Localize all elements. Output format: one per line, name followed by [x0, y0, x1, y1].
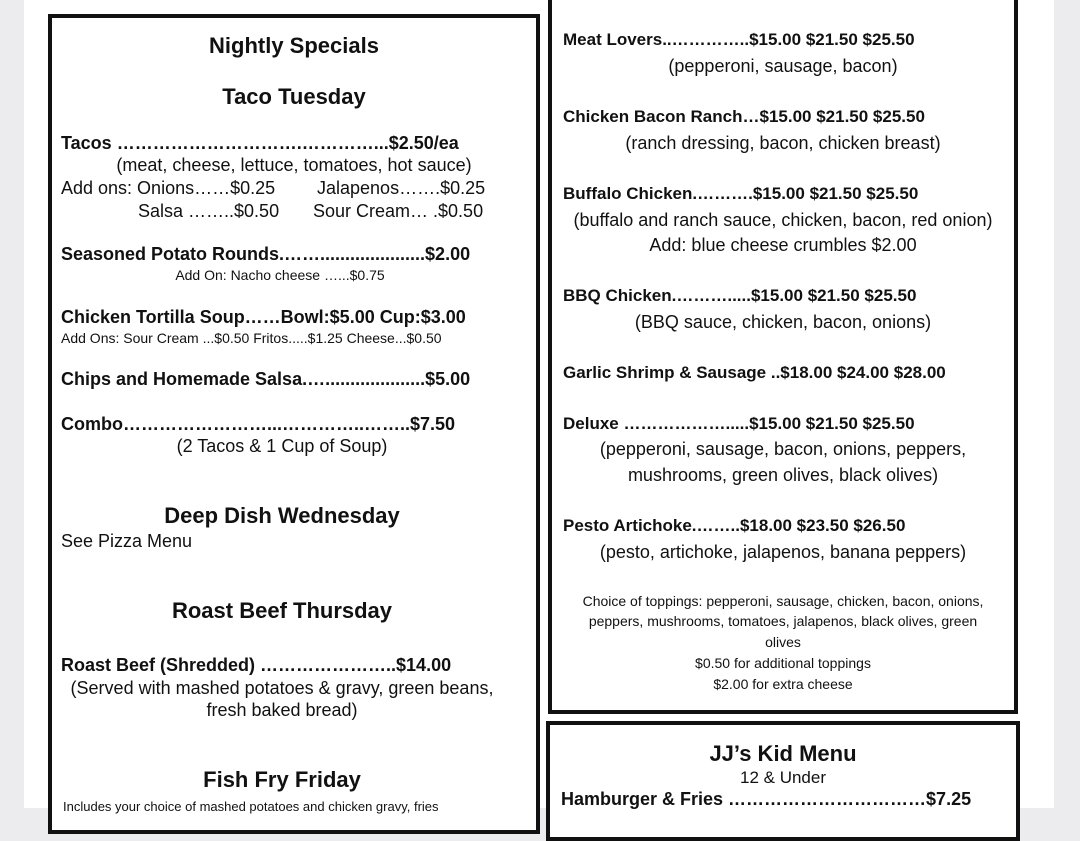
potato-rounds-addon: Add On: Nacho cheese …...$0.75: [175, 267, 385, 283]
tacos-addon-sour-cream: Sour Cream… .$0.50: [313, 201, 484, 221]
pizza-item-garlic-shrimp: Garlic Shrimp & Sausage ..$18.00 $24.00 $28.00: [563, 363, 946, 382]
roast-beef-heading: Roast Beef Thursday: [171, 598, 393, 623]
combo-line: Combo……………………...…………..……..$7.50: [61, 414, 456, 434]
toppings-line-2: peppers, mushrooms, tomatoes, jalapenos, black olives, green: [588, 613, 978, 629]
tortilla-soup-line: Chicken Tortilla Soup……Bowl:$5.00 Cup:$3.00: [61, 307, 466, 327]
tacos-line: Tacos ………………………….…………...$2.50/ea: [61, 133, 459, 153]
tortilla-soup-addons: Add Ons: Sour Cream ...$0.50 Fritos.....$1.25 Cheese...$0.50: [61, 330, 442, 346]
pizza-item-chicken-bacon-ranch-desc: (ranch dressing, bacon, chicken breast): [625, 133, 941, 153]
tacos-addon-salsa: Salsa ……..$0.50: [138, 201, 280, 221]
potato-rounds-line: Seasoned Potato Rounds.…….....................$2.00: [61, 244, 471, 264]
pizza-item-meat-lovers-desc: (pepperoni, sausage, bacon): [668, 56, 898, 76]
combo-description: (2 Tacos & 1 Cup of Soup): [176, 436, 388, 456]
toppings-line-1: Choice of toppings: pepperoni, sausage, chicken, bacon, onions,: [582, 593, 984, 609]
deep-dish-heading: Deep Dish Wednesday: [164, 503, 400, 528]
pizza-panel: [548, 0, 1018, 714]
roast-beef-description-1: (Served with mashed potatoes & gravy, green beans,: [70, 678, 494, 698]
pizza-item-buffalo-chicken-addon: Add: blue cheese crumbles $2.00: [649, 235, 917, 255]
nightly-specials-panel: [48, 14, 540, 834]
fish-fry-description: Includes your choice of mashed potatoes and chicken gravy, fries: [63, 799, 439, 814]
deep-dish-note: See Pizza Menu: [61, 531, 193, 551]
kid-menu-subtitle: 12 & Under: [740, 768, 826, 787]
pizza-item-pesto-artichoke-desc: (pesto, artichoke, jalapenos, banana peppers): [599, 542, 967, 562]
kid-menu-panel: [546, 721, 1020, 841]
pizza-item-buffalo-chicken-desc: (buffalo and ranch sauce, chicken, bacon, red onion): [573, 210, 993, 230]
tacos-addon-jalapenos: Jalapenos…….$0.25: [317, 178, 486, 198]
pizza-item-deluxe: Deluxe ……………….....$15.00 $21.50 $25.50: [563, 414, 915, 433]
pizza-item-bbq-chicken-desc: (BBQ sauce, chicken, bacon, onions): [634, 312, 932, 332]
extra-cheese-price: $2.00 for extra cheese: [713, 676, 853, 692]
kid-menu-title: JJ’s Kid Menu: [709, 741, 857, 766]
menu-page: [24, 0, 1054, 814]
kid-menu-hamburger-fries: Hamburger & Fries ……………………………$7.25: [561, 789, 972, 809]
nightly-specials-title: Nightly Specials: [209, 33, 379, 58]
pizza-item-buffalo-chicken: Buffalo Chicken.……….$15.00 $21.50 $25.50: [563, 184, 919, 203]
pizza-item-meat-lovers: Meat Lovers..…………..$15.00 $21.50 $25.50: [563, 30, 915, 49]
pizza-item-chicken-bacon-ranch: Chicken Bacon Ranch…$15.00 $21.50 $25.50: [563, 107, 925, 126]
roast-beef-line: Roast Beef (Shredded) …………………..$14.00: [61, 655, 452, 675]
pizza-item-bbq-chicken: BBQ Chicken.……….....$15.00 $21.50 $25.50: [563, 286, 917, 305]
pizza-item-pesto-artichoke: Pesto Artichoke.……..$18.00 $23.50 $26.50: [563, 516, 906, 535]
chips-salsa-line: Chips and Homemade Salsa.…....................$5.00: [61, 369, 471, 389]
extra-topping-price: $0.50 for additional toppings: [695, 655, 871, 671]
tacos-description: (meat, cheese, lettuce, tomatoes, hot sauce): [116, 155, 472, 175]
pizza-item-deluxe-desc-1: (pepperoni, sausage, bacon, onions, peppers,: [599, 439, 967, 459]
pizza-item-deluxe-desc-2: mushrooms, green olives, black olives): [627, 465, 939, 485]
taco-tuesday-heading: Taco Tuesday: [222, 84, 366, 109]
fish-fry-heading: Fish Fry Friday: [203, 767, 361, 792]
tacos-addon-onions: Add ons: Onions……$0.25: [61, 178, 276, 198]
roast-beef-description-2: fresh baked bread): [206, 700, 358, 720]
toppings-line-3: olives: [765, 634, 801, 650]
